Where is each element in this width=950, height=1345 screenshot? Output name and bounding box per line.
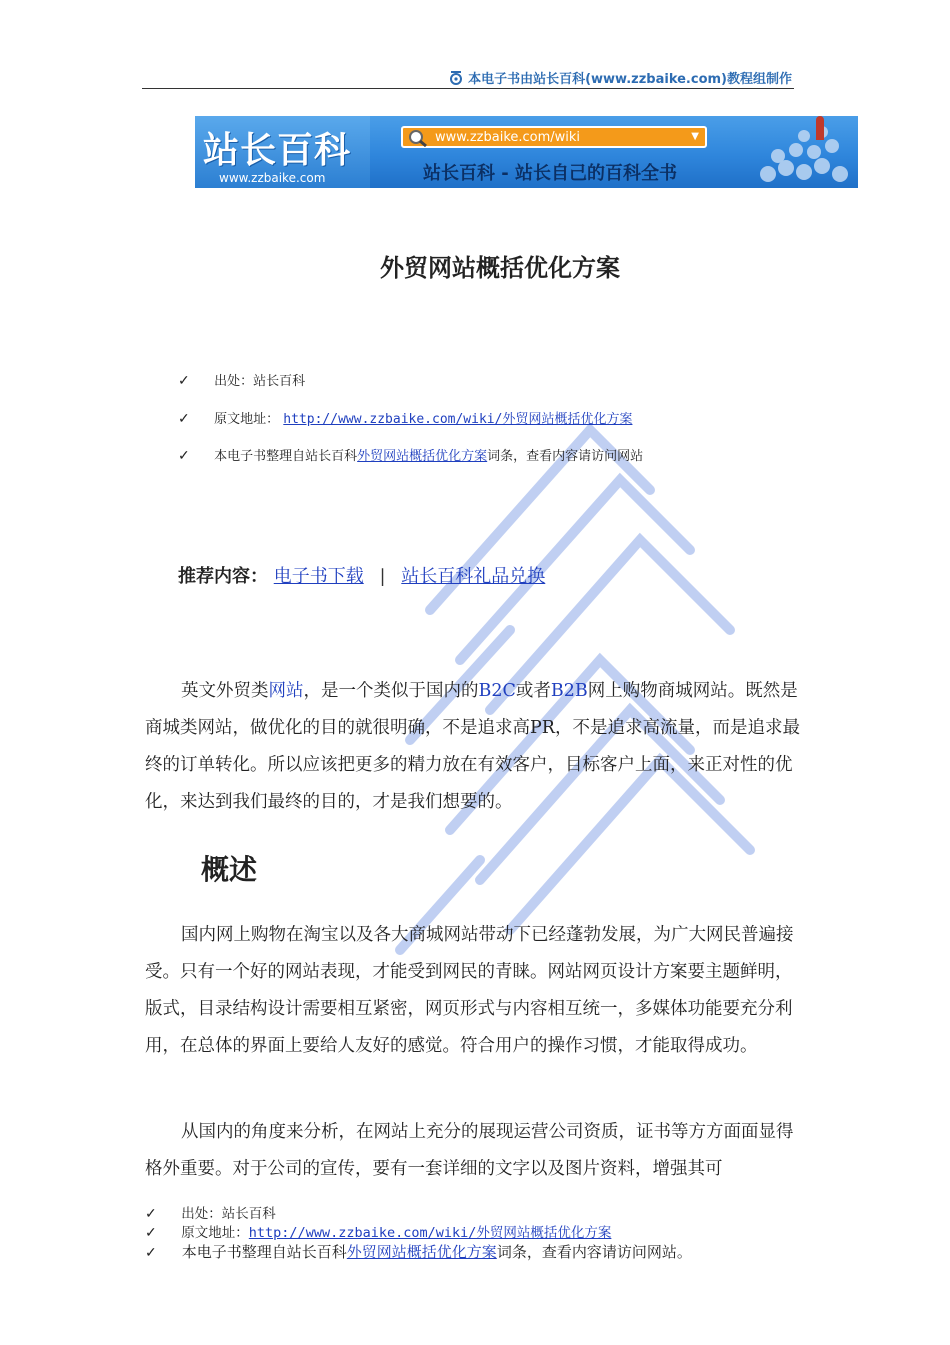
banner-slogan: 站长百科 - 站长自己的百科全书 — [423, 163, 678, 184]
banner-logo-text: 站长百科 — [203, 130, 352, 171]
source-label: 出处：站长百科 — [214, 374, 306, 389]
checkmark-icon: ✓ — [145, 1206, 157, 1222]
recommend-bar — [178, 562, 545, 588]
recommend-label: 推荐内容： — [178, 566, 268, 587]
compiled-suffix: 词条，查看内容请访问网站 — [487, 449, 644, 464]
checkmark-icon: ✓ — [178, 448, 190, 464]
overview-paragraph: 国内网上购物在淘宝以及各大商城网站带动下已经蓬勃发展，为广大网民普遍接受。只有一个好的网站表现，才能受到网民的青睐。网站网页设计方案要主题鲜明，版式，目录结构设计需要相互紧密，网页形式与内容相互统一，多媒体功能要充分利用，在总体的界面上要给人友好的感觉。符合用户的操作习惯，才能取得成功。 — [145, 925, 794, 1056]
analysis-paragraph: 从国内的角度来分析，在网站上充分的展现运营公司资质，证书等方方面面显得格外重要。对于公司的宣传，要有一套详细的文字以及图片资料，增强其可 — [145, 1122, 794, 1179]
checkmark-icon: ✓ — [145, 1225, 157, 1241]
checkmark-icon: ✓ — [178, 411, 190, 427]
footer-source-row: ✓ 出处：站长百科 — [145, 1206, 276, 1222]
keyword-b2b[interactable]: B2B — [550, 681, 588, 701]
compiled-row — [178, 445, 643, 464]
entry-link[interactable]: 外贸网站概括优化方案 — [357, 449, 488, 464]
page-title: 外贸网站概括优化方案 — [380, 254, 620, 282]
checkmark-icon: ✓ — [145, 1245, 157, 1261]
site-banner[interactable] — [195, 116, 858, 188]
keyword-website[interactable]: 网站 — [268, 681, 304, 701]
banner-logo-url: www.zzbaike.com — [219, 171, 326, 185]
banner-logo — [195, 116, 370, 188]
section-heading: 概述 — [201, 853, 258, 886]
footer-entry-link[interactable]: 外贸网站概括优化方案 — [346, 1243, 497, 1261]
site-logo-icon — [448, 71, 464, 85]
dropdown-arrow-icon[interactable]: ▼ — [691, 131, 699, 142]
source-row — [178, 370, 305, 389]
gift-exchange-link[interactable]: 站长百科礼品兑换 — [401, 566, 546, 587]
header-text: 本电子书由站长百科(www.zzbaike.com)教程组制作 — [468, 72, 792, 87]
banner-search-url: www.zzbaike.com/wiki — [435, 130, 581, 145]
footer-url-link[interactable]: http://www.zzbaike.com/wiki/外贸网站概括优化方案 — [248, 1225, 612, 1241]
intro-paragraph: 英文外贸类网站，是一个类似于国内的B2C或者B2B网上购物商城网站。既然是商城类网站，做优化的目的就很明确，不是追求高PR，不是追求高流量，而是追求最终的订单转化。所以应该把更多的精力放在有效客户，目标客户上面，来正对性的优化，来达到我们最终的目的，才是我们想要的。 — [145, 681, 800, 812]
url-label: 原文地址： — [214, 412, 280, 427]
footer-compiled-row: ✓ 本电子书整理自站长百科外贸网站概括优化方案词条，查看内容请访问网站。 — [145, 1243, 692, 1261]
page-header — [142, 66, 794, 89]
search-icon — [407, 129, 429, 147]
footer-url-row: ✓ 原文地址：http://www.zzbaike.com/wiki/外贸网站概括优化方案 — [145, 1225, 612, 1241]
original-url-link[interactable]: http://www.zzbaike.com/wiki/外贸网站概括优化方案 — [283, 412, 633, 427]
checkmark-icon: ✓ — [178, 373, 190, 389]
url-row — [178, 408, 632, 427]
compiled-prefix: 本电子书整理自站长百科 — [214, 449, 358, 464]
banner-search-bar[interactable] — [401, 126, 707, 148]
page-footer — [145, 1205, 825, 1263]
globe-people-icon — [708, 116, 858, 188]
recommend-separator: | — [379, 566, 386, 587]
ebook-download-link[interactable]: 电子书下载 — [273, 566, 364, 587]
keyword-b2c[interactable]: B2C — [478, 681, 516, 701]
